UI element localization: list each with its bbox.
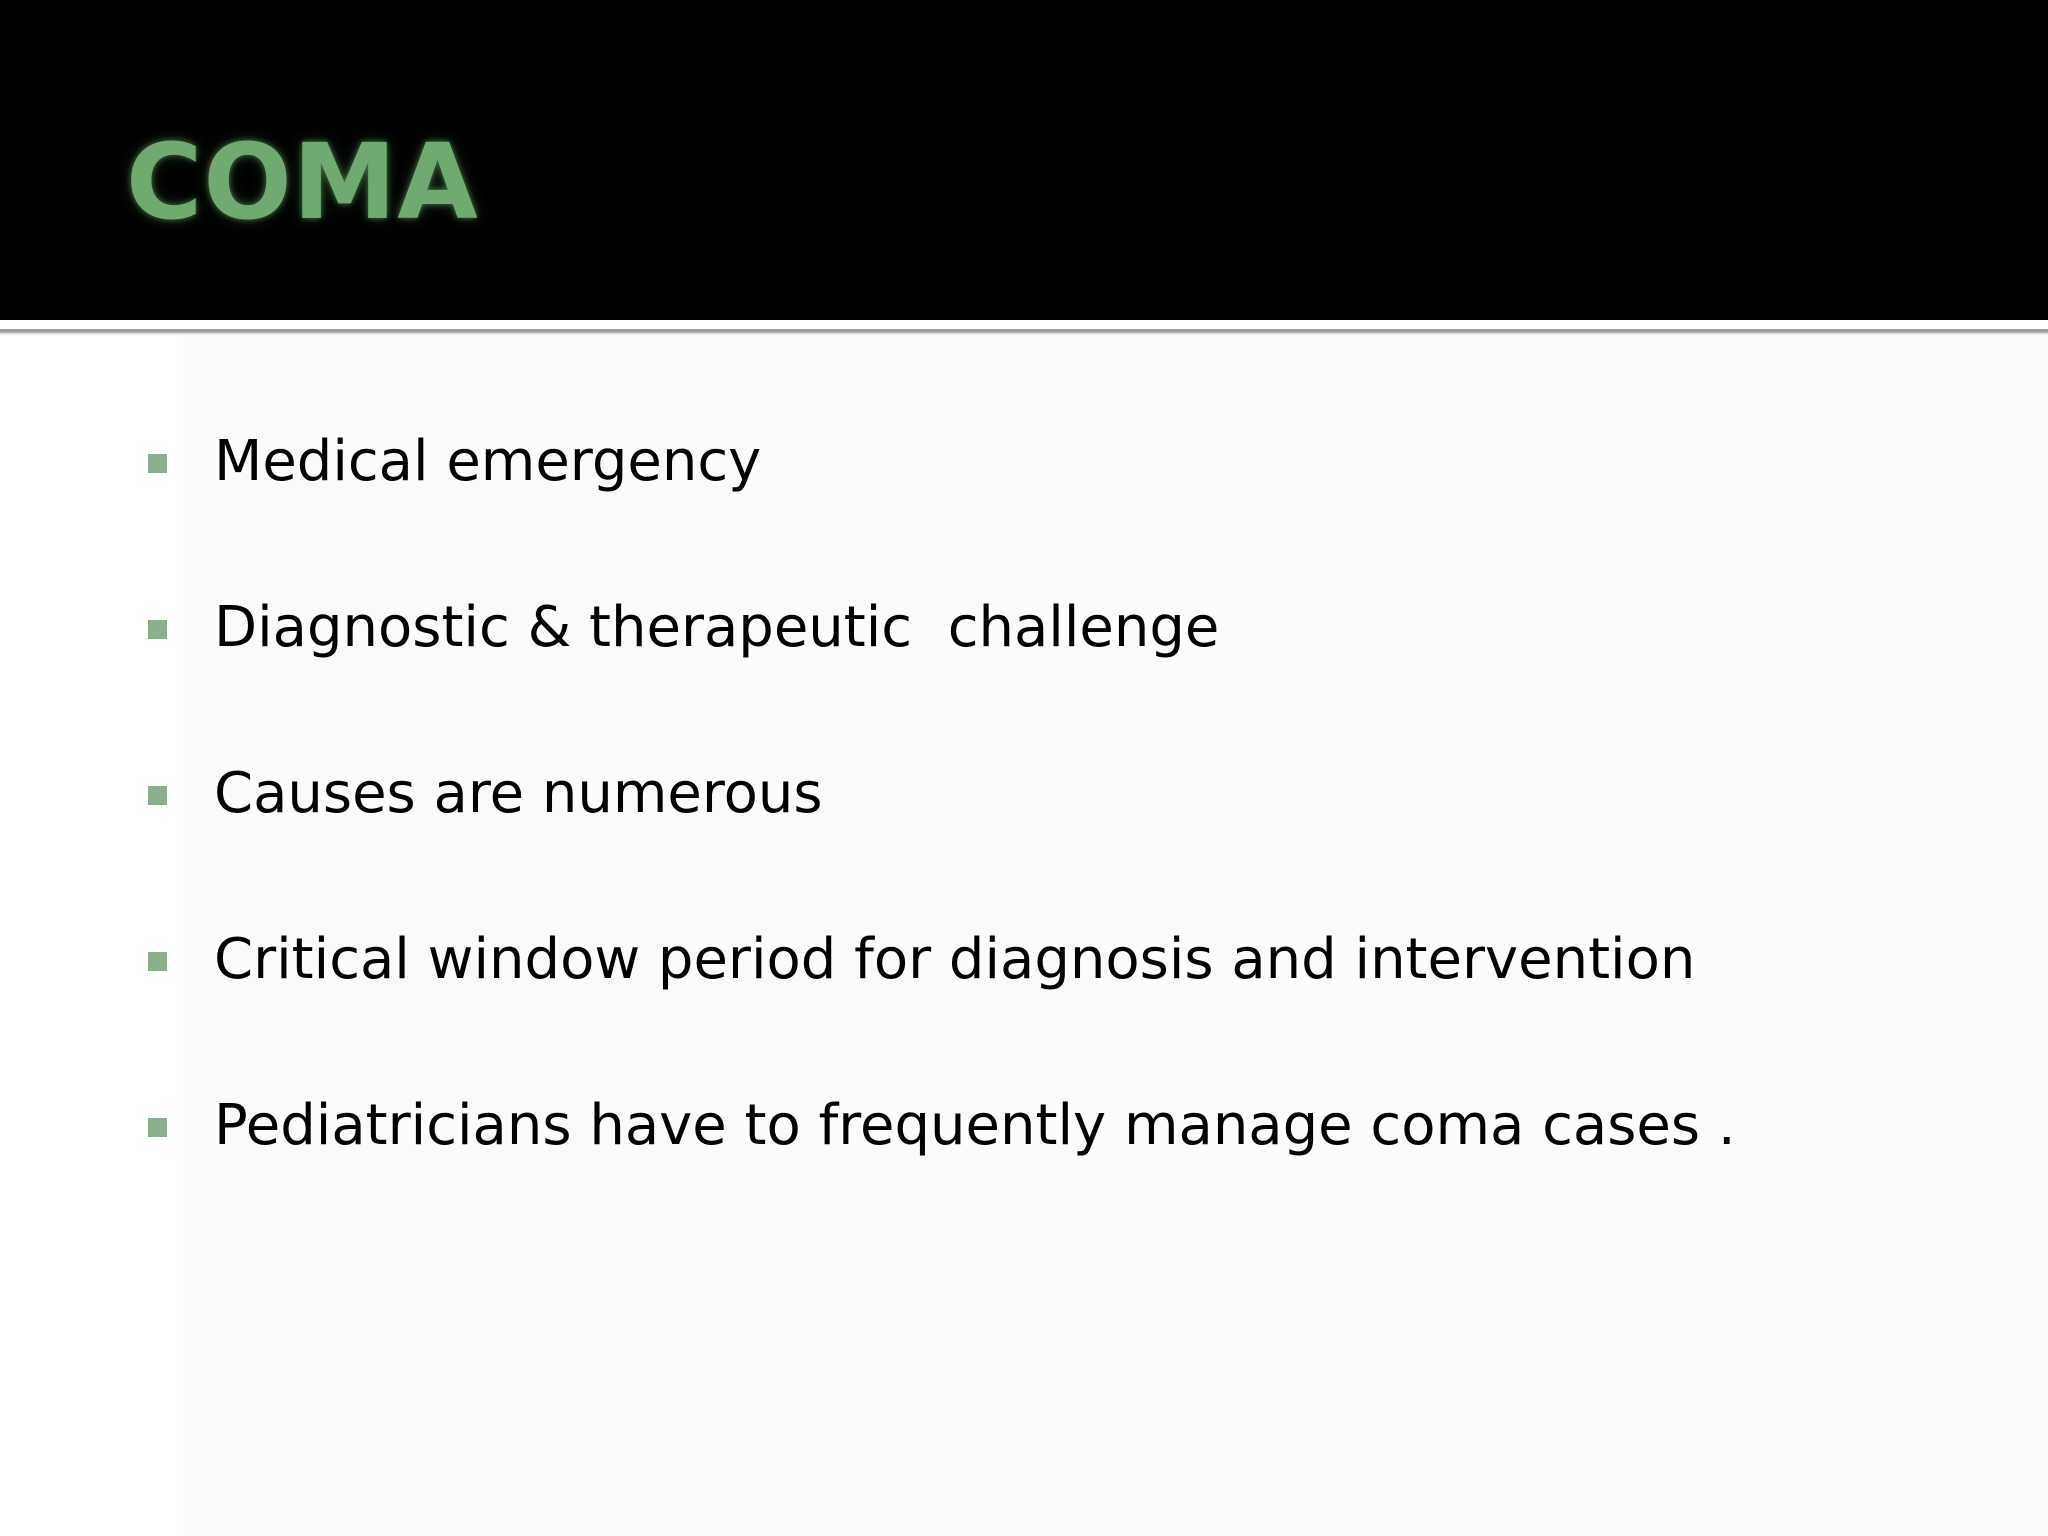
title-bar <box>0 0 2048 320</box>
bullet-item <box>0 756 2048 922</box>
bullet-item <box>0 1088 2048 1254</box>
bullet-item <box>0 590 2048 756</box>
title-divider <box>0 320 2048 336</box>
square-bullet-icon <box>148 1118 167 1137</box>
square-bullet-icon <box>148 952 167 971</box>
slide-content <box>0 336 2048 1536</box>
bullet-text: Medical emergency <box>214 429 762 494</box>
bullet-item <box>0 922 2048 1088</box>
square-bullet-icon <box>148 454 167 473</box>
bullet-text: Pediatricians have to frequently manage coma cases . <box>214 1093 1736 1158</box>
square-bullet-icon <box>148 786 167 805</box>
bullet-list <box>0 424 2048 1254</box>
bullet-text: Causes are numerous <box>214 761 823 826</box>
square-bullet-icon <box>148 620 167 639</box>
bullet-item <box>0 424 2048 590</box>
bullet-text: Diagnostic & therapeutic challenge <box>214 595 1220 660</box>
slide-title: COMA <box>126 121 479 243</box>
bullet-text: Critical window period for diagnosis and intervention <box>214 927 1696 992</box>
